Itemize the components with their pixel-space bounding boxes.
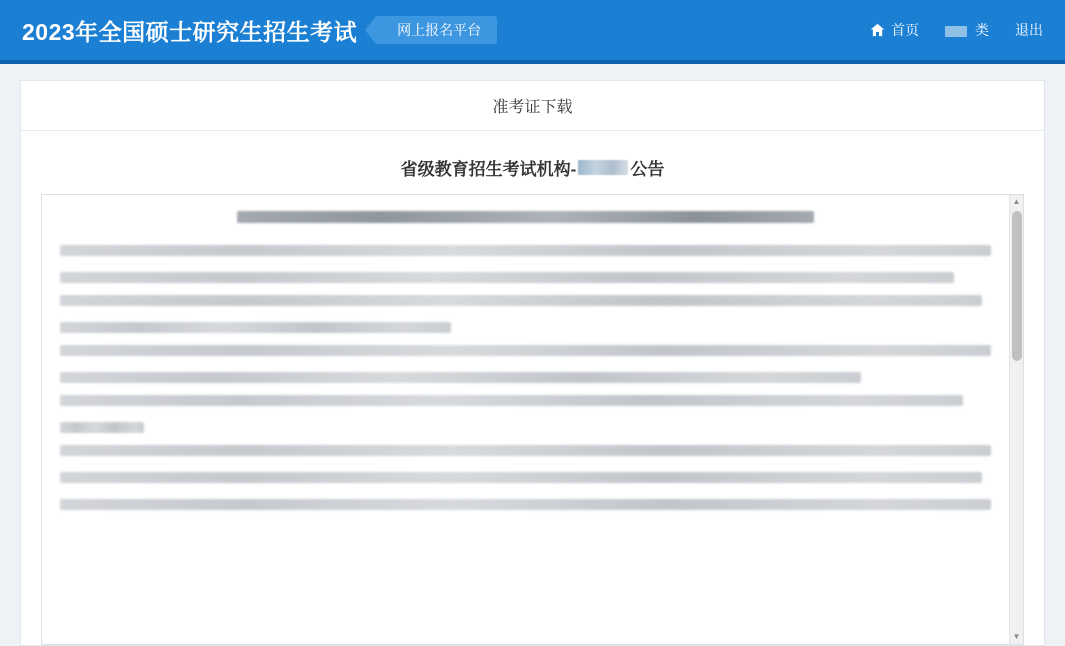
nav-logout[interactable] xyxy=(1015,20,1043,40)
card-header-title: 准考证下载 xyxy=(492,99,573,116)
app-header xyxy=(0,0,1065,60)
nav-masked-label: 类 xyxy=(975,22,989,38)
scrollbar-down-arrow[interactable]: ▼ xyxy=(1012,632,1021,641)
redacted-region-title xyxy=(578,160,628,175)
redacted-text-line xyxy=(60,372,861,383)
content-card xyxy=(20,80,1045,646)
page-title: 2023年全国硕士研究生招生考试 xyxy=(22,18,358,45)
platform-tag xyxy=(375,16,497,44)
platform-tag-label: 网上报名平台 xyxy=(397,22,482,38)
nav-logout-label: 退出 xyxy=(1015,22,1043,38)
announcement-document-content xyxy=(42,195,1009,644)
page-body xyxy=(0,64,1065,646)
header-nav xyxy=(870,20,1043,40)
announcement-title xyxy=(41,155,1024,180)
document-paragraph xyxy=(60,295,991,333)
redacted-text-line xyxy=(60,245,991,256)
card-body xyxy=(21,131,1044,645)
redacted-text-line xyxy=(60,322,451,333)
nav-masked[interactable] xyxy=(945,20,989,40)
redacted-text-line xyxy=(60,422,144,433)
redacted-text-line xyxy=(60,445,991,456)
announcement-title-suffix: 公告 xyxy=(630,160,665,179)
scrollbar-thumb[interactable] xyxy=(1012,211,1022,361)
home-icon xyxy=(870,23,885,37)
redacted-icon xyxy=(945,26,967,37)
document-paragraph xyxy=(60,245,991,283)
nav-home-label: 首页 xyxy=(891,22,920,38)
redacted-text-line xyxy=(60,472,982,483)
document-paragraph xyxy=(60,395,991,433)
redacted-heading-line xyxy=(237,211,814,223)
document-paragraph xyxy=(60,345,991,383)
redacted-text-line xyxy=(60,272,954,283)
announcement-document xyxy=(41,194,1024,645)
document-paragraph xyxy=(60,445,991,510)
document-scrollbar[interactable] xyxy=(1009,195,1023,644)
redacted-text-line xyxy=(60,395,963,406)
document-heading xyxy=(60,211,991,223)
redacted-text-line xyxy=(60,345,991,356)
scrollbar-up-arrow[interactable]: ▲ xyxy=(1012,197,1021,206)
redacted-text-line xyxy=(60,499,991,510)
redacted-text-line xyxy=(60,295,982,306)
card-header xyxy=(21,81,1044,131)
announcement-title-prefix: 省级教育招生考试机构- xyxy=(400,160,577,179)
nav-home[interactable] xyxy=(870,20,919,40)
